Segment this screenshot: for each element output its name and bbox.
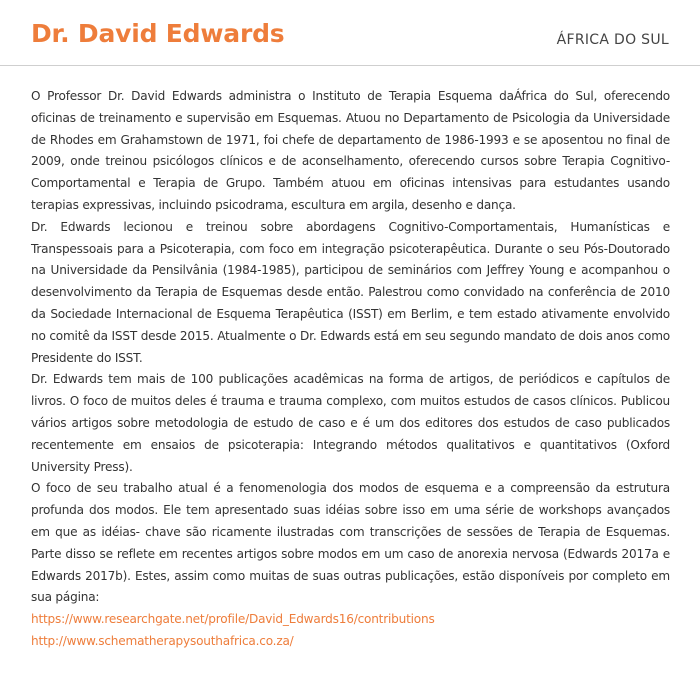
bio-paragraph-3: Dr. Edwards tem mais de 100 publicações acadêmicas na forma de artigos, de periódicos e capítulos de livros. O foco de muitos deles é trauma e trauma complexo, com muitos estudos de casos clínicos. Publicou vários artigos sobre metodologia de estudo de caso e é um dos editores dos estudos de caso publicados recentemente em ensaios de psicoterapia: Integrando métodos qualitativos e quantitativos (Oxford University Press). [31, 372, 670, 474]
page-title: Dr. David Edwards [31, 19, 285, 48]
bio-content [31, 86, 670, 653]
bio-paragraph-4: O foco de seu trabalho atual é a fenomenologia dos modos de esquema e a compreensão da estrutura profunda dos modos. Ele tem apresentado suas idéias sobre isso em uma série de workshops avançados em que as idéias- chave são ricamente ilustradas com transcrições de sessões de Terapia de Esquemas. Parte disso se reflete em recentes artigos sobre modos em um caso de anorexia nervosa (Edwards 2017a e Edwards 2017b). Estes, assim como muitas de suas outras publicações, estão disponíveis por completo em sua página: [31, 481, 670, 605]
page-header [0, 0, 700, 66]
country-label: ÁFRICA DO SUL [556, 32, 669, 48]
bio-paragraph-1: O Professor Dr. David Edwards administra o Instituto de Terapia Esquema daÁfrica do Sul, oferecendo oficinas de treinamento e supervisão em Esquemas. Atuou no Departamento de Psicologia da Universidade de Rhodes em Grahamstown de 1971, foi chefe de departamento de 1986-1993 e se aposentou no final de 2009, onde treinou psicólogos clínicos e de aconselhamento, oferecendo cursos sobre Terapia Cognitivo-Comportamental e Terapia de Grupo. Também atuou em oficinas intensivas para estudantes usando terapias expressivas, incluindo psicodrama, escultura em argila, desenho e dança. [31, 89, 670, 212]
website-link[interactable]: http://www.schematherapysouthafrica.co.za/ [31, 633, 294, 648]
researchgate-link[interactable]: https://www.researchgate.net/profile/David_Edwards16/contributions [31, 612, 435, 627]
bio-paragraph-2: Dr. Edwards lecionou e treinou sobre abordagens Cognitivo-Comportamentais, Humanísticas e Transpessoais para a Psicoterapia, com foco em integração psicoterapêutica. Durante o seu Pós-Doutorado na Universidade da Pensilvânia (1984-1985), participou de seminários com Jeffrey Young e acompanhou o desenvolvimento da Terapia de Esquemas desde então. Palestrou como convidado na conferência de 2010 da Sociedade Internacional de Esquema Terapêutica (ISST) em Berlim, e tem estado ativamente envolvido no comitê da ISST desde 2015. Atualmente o Dr. Edwards está em seu segundo mandato de dois anos como Presidente do ISST. [31, 219, 670, 365]
